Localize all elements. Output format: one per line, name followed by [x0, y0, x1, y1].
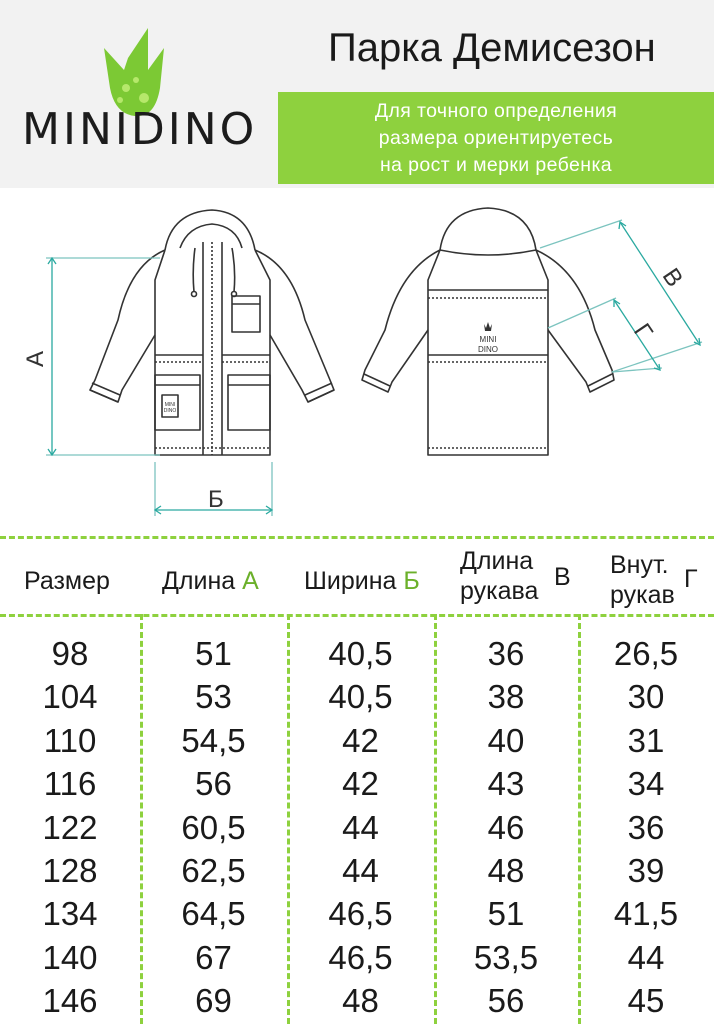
header-inner-line2: рукав	[610, 581, 675, 609]
cell-inner-sleeve: 45	[627, 982, 665, 1020]
cell-length: 53	[195, 678, 232, 716]
measure-label-g: Г	[628, 318, 658, 345]
header-sleeve-line2: рукава	[460, 577, 539, 605]
cell-sleeve: 43	[487, 765, 525, 803]
note-line: размера ориентируетесь	[378, 127, 614, 149]
back-logo-line: MINI	[479, 335, 497, 344]
cell-inner-sleeve: 39	[627, 852, 665, 890]
measure-label-a: А	[22, 350, 50, 368]
brand-logo-text: MINIDINO	[22, 104, 258, 155]
cell-inner-sleeve: 31	[627, 721, 665, 759]
note-line: на рост и мерки ребенка	[379, 154, 613, 176]
header-width-text: Ширина	[304, 567, 397, 595]
cell-sleeve: 38	[487, 678, 525, 716]
cell-size: 104	[42, 678, 98, 716]
header-size: Размер	[24, 567, 110, 595]
info-note	[278, 92, 714, 184]
header-width-mark: Б	[403, 567, 420, 595]
cell-sleeve: 46	[487, 808, 525, 846]
cell-length: 60,5	[181, 808, 246, 846]
size-table	[0, 534, 714, 1024]
front-label-line: MINI	[164, 402, 176, 408]
cell-inner-sleeve: 36	[627, 808, 665, 846]
cell-size: 140	[42, 938, 98, 976]
header-inner-mark: Г	[684, 565, 698, 593]
header	[0, 0, 714, 188]
parka-front-icon	[90, 210, 334, 455]
column-size	[0, 632, 140, 1023]
back-logo-line: DINO	[478, 345, 498, 354]
page-title: Парка Демисезон	[328, 26, 656, 70]
cell-inner-sleeve: 30	[627, 678, 665, 716]
cell-sleeve: 56	[487, 982, 525, 1020]
header-sleeve	[460, 546, 538, 606]
column-length	[140, 632, 287, 1023]
table-divider	[0, 536, 714, 539]
cell-width: 48	[342, 982, 379, 1020]
cell-size: 116	[43, 765, 97, 803]
cell-length: 62,5	[181, 852, 246, 890]
parka-illustration	[0, 190, 714, 530]
cell-size: 146	[42, 982, 98, 1020]
cell-sleeve: 36	[487, 635, 525, 672]
cell-width: 42	[342, 765, 379, 803]
cell-width: 44	[342, 852, 379, 890]
cell-sleeve: 48	[487, 852, 525, 890]
cell-inner-sleeve: 26,5	[613, 635, 679, 672]
cell-size: 110	[43, 721, 97, 759]
cell-inner-sleeve: 44	[627, 938, 665, 976]
cell-size: 122	[42, 808, 98, 846]
header-length-text: Длина	[162, 567, 236, 595]
column-inner-sleeve	[578, 632, 714, 1023]
cell-length: 64,5	[181, 895, 246, 933]
measure-label-v: В	[656, 263, 689, 292]
header-inner	[610, 550, 675, 610]
front-label-line: DINO	[163, 408, 177, 414]
column-sleeve	[434, 632, 578, 1023]
back-dino-logo-icon	[484, 322, 492, 331]
cell-size: 134	[42, 895, 98, 933]
cell-length: 56	[195, 765, 232, 803]
cell-sleeve: 51	[487, 895, 525, 933]
note-line: Для точного определения	[374, 100, 618, 122]
cell-length: 54,5	[181, 721, 246, 759]
cell-width: 40,5	[328, 635, 393, 672]
header-sleeve-line1: Длина	[460, 547, 534, 575]
cell-sleeve: 53,5	[473, 938, 539, 976]
header-width	[304, 566, 420, 596]
header-length-mark: А	[242, 567, 259, 595]
cell-size: 98	[51, 635, 89, 672]
cell-length: 51	[195, 635, 232, 672]
cell-length: 69	[195, 982, 232, 1020]
cell-length: 67	[195, 938, 232, 976]
column-width	[287, 632, 434, 1023]
measure-label-b: Б	[208, 486, 224, 513]
header-sleeve-mark: В	[554, 563, 571, 591]
measurement-diagram	[0, 190, 714, 530]
cell-width: 46,5	[328, 895, 393, 933]
table-divider	[0, 614, 714, 617]
header-inner-line1: Внут.	[610, 551, 669, 579]
cell-width: 44	[342, 808, 379, 846]
cell-inner-sleeve: 41,5	[613, 895, 679, 933]
parka-back-icon	[362, 208, 614, 455]
cell-width: 42	[342, 721, 379, 759]
cell-size: 128	[42, 852, 98, 890]
cell-width: 46,5	[328, 938, 393, 976]
cell-sleeve: 40	[487, 721, 525, 759]
cell-width: 40,5	[328, 678, 393, 716]
header-length	[162, 566, 259, 596]
cell-inner-sleeve: 34	[627, 765, 665, 803]
